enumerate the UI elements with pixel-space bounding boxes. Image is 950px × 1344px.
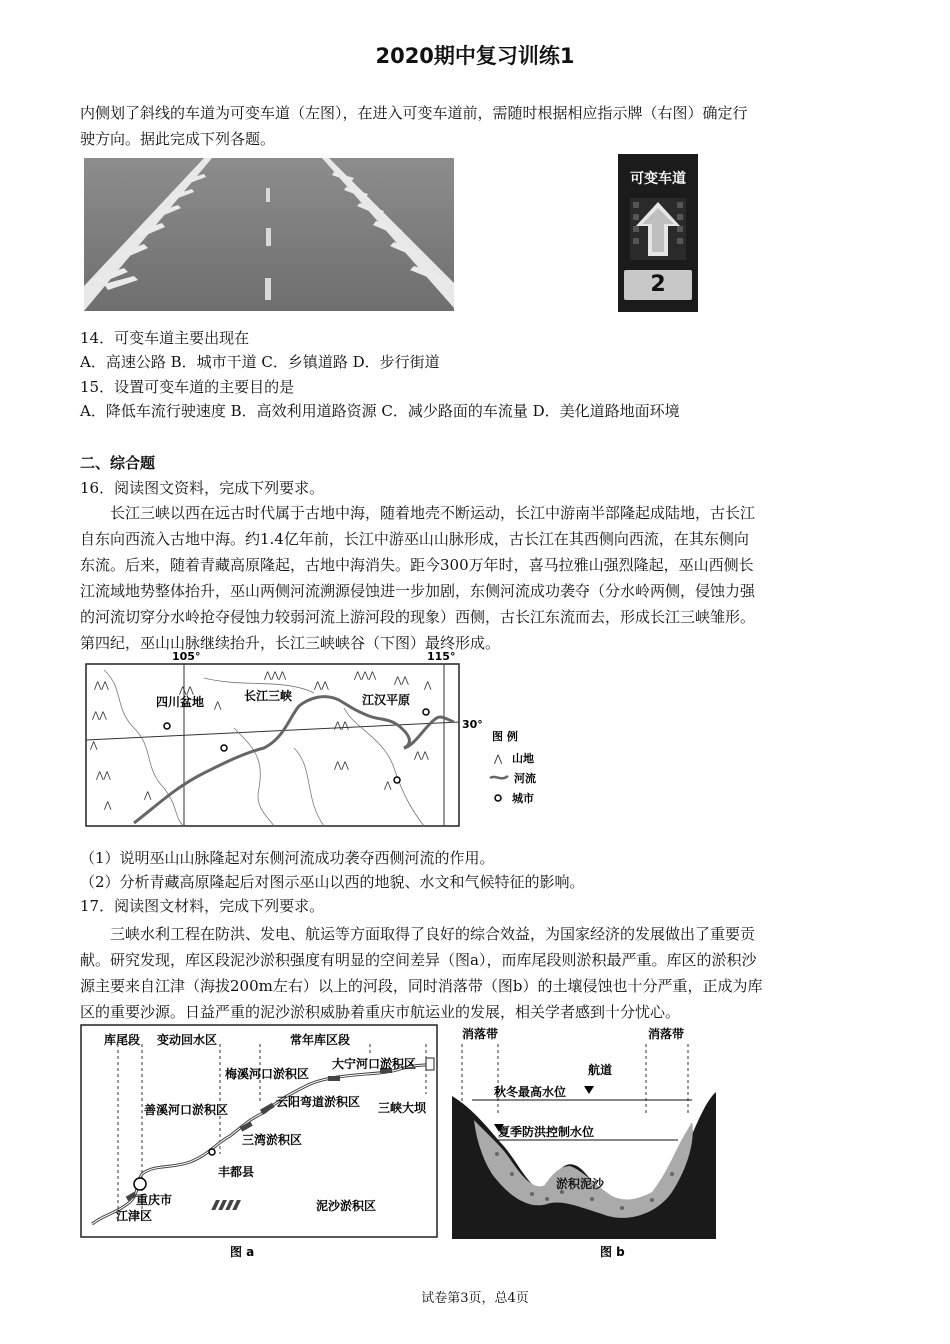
q14-stem: 14．可变车道主要出现在 — [80, 329, 250, 347]
q17-line-2: 献。研究发现，库区段泥沙淤积强度有明显的空间差异（图a），而库尾段则淤积最严重。库区的淤积沙 — [80, 951, 757, 969]
svg-text:⋀: ⋀ — [104, 801, 112, 811]
jianghan-label: 江汉平原 — [362, 693, 411, 707]
zone-normal: 常年库区段 — [290, 1033, 351, 1047]
question-15 — [80, 375, 900, 423]
q16-sub-1: （1）说明巫山山脉隆起对东侧河流成功袭夺西侧河流的作用。 — [80, 849, 495, 867]
q16-passage — [80, 500, 900, 656]
area-yunyang: 云阳弯道淤积区 — [276, 1095, 361, 1109]
svg-text:⋀: ⋀ — [494, 754, 503, 765]
q15-options: A．降低车流行驶速度 B．高效利用道路资源 C．减少路面的车流量 D．美化道路地面环境 — [80, 402, 680, 420]
sichuan-label: 四川盆地 — [156, 695, 205, 709]
three-gorges-map — [84, 648, 544, 830]
legend-title: 图 例 — [492, 730, 518, 743]
page-footer: 试卷第3页，总4页 — [421, 1291, 529, 1306]
q15-stem: 15．设置可变车道的主要目的是 — [80, 378, 295, 396]
svg-text:⋀: ⋀ — [144, 791, 152, 801]
legend-river: 河流 — [514, 772, 536, 785]
svg-text:⋀⋀: ⋀⋀ — [96, 771, 111, 781]
intro-line-2: 驶方向。据此完成下列各题。 — [80, 130, 276, 148]
figA-legend: 泥沙淤积区 — [316, 1199, 377, 1213]
svg-text:⋀: ⋀ — [90, 741, 98, 751]
sign-title: 可变车道 — [630, 171, 686, 187]
intro-line-1: 内侧划了斜线的车道为可变车道（左图），在进入可变车道前，需随时根据相应指示牌（右图）确定行 — [80, 104, 748, 122]
zone-change: 变动回水区 — [157, 1033, 218, 1047]
area-daning: 大宁河口淤积区 — [332, 1057, 417, 1071]
q17-line-3: 源主要来自江津（海拔200m左右）以上的河段，同时消落带（图b）的土壤侵蚀也十分严重，正成为库 — [80, 977, 763, 995]
figure-b — [452, 1024, 718, 1264]
svg-text:⋀⋀: ⋀⋀ — [92, 711, 107, 721]
svg-text:⋀: ⋀ — [424, 681, 432, 691]
q16-line-6: 第四纪，巫山山脉继续抬升，长江三峡峡谷（下图）最终形成。 — [80, 634, 501, 652]
channel-label: 航道 — [588, 1063, 613, 1077]
svg-text:⋀⋀⋀: ⋀⋀⋀ — [354, 671, 377, 681]
area-sanzhou: 三湾淤积区 — [242, 1133, 303, 1147]
q16-subquestions — [80, 846, 900, 918]
svg-text:⋀⋀: ⋀⋀ — [334, 721, 349, 731]
svg-text:⋀⋀⋀: ⋀⋀⋀ — [264, 671, 287, 681]
q17-line-1: 三峡水利工程在防洪、发电、航运等方面取得了良好的综合效益，为国家经济的发展做出了重要贡 — [110, 925, 756, 943]
svg-text:⋀: ⋀ — [384, 781, 392, 791]
lon-right-label: 115° — [427, 650, 456, 663]
area-meixi: 梅溪河口淤积区 — [225, 1067, 310, 1081]
intro-text — [80, 100, 880, 152]
lat-label: 30° — [462, 718, 483, 731]
q16-line-2: 自东向西流入古地中海。约1.4亿年前，长江中游巫山山脉形成，古长江在其西侧向西流，在其东侧向 — [80, 530, 749, 548]
svg-text:⋀: ⋀ — [214, 701, 222, 711]
lon-left-label: 105° — [172, 650, 201, 663]
svg-text:⋀⋀: ⋀⋀ — [94, 681, 109, 691]
sanxia-label: 长江三峡 — [244, 689, 293, 703]
q16-sub-2: （2）分析青藏高原隆起后对图示巫山以西的地貌、水文和气候特征的影响。 — [80, 873, 585, 891]
arrow-up-icon — [630, 198, 686, 260]
q14-options: A．高速公路 B．城市干道 C．乡镇道路 D．步行街道 — [80, 353, 440, 371]
section-heading: 二、综合题 — [80, 454, 156, 472]
figB-caption: 图 b — [600, 1245, 625, 1259]
variable-lane-sign — [618, 154, 698, 312]
right-band-label: 消落带 — [648, 1027, 685, 1041]
place-fengdu: 丰都县 — [218, 1165, 255, 1179]
q17-passage — [80, 921, 900, 1025]
legend-city: 城市 — [512, 792, 534, 805]
sign-number: 2 — [624, 270, 692, 300]
svg-text:⋀⋀: ⋀⋀ — [179, 686, 194, 696]
place-dam: 三峡大坝 — [378, 1101, 427, 1115]
page-title: 2020期中复习训练1 — [375, 44, 575, 68]
place-chongqing: 重庆市 — [136, 1193, 173, 1207]
q16-stem: 16．阅读图文资料，完成下列要求。 — [80, 479, 325, 497]
q16-line-1: 长江三峡以西在远古时代属于古地中海，随着地壳不断运动，长江中游南半部隆起成陆地，古长江 — [110, 504, 756, 522]
high-water-label: 秋冬最高水位 — [494, 1085, 567, 1099]
q16-line-4: 江流域地势整体抬升，巫山两侧河流溯源侵蚀进一步加剧，东侧河流成功袭夺（分水岭两侧，侵蚀力强 — [80, 582, 756, 600]
area-xixi: 善溪河口淤积区 — [144, 1103, 229, 1117]
svg-text:⋀⋀: ⋀⋀ — [334, 761, 349, 771]
svg-text:⋀⋀: ⋀⋀ — [414, 751, 429, 761]
flood-level-label: 夏季防洪控制水位 — [498, 1125, 595, 1139]
q16-line-5: 的河流切穿分水岭抢夺侵蚀力较弱河流上游河段的现象）西侧，古长江东流而去，形成长江三峡雏形。 — [80, 608, 756, 626]
road-photo — [84, 158, 454, 311]
zone-tail: 库尾段 — [104, 1033, 141, 1047]
q16-line-3: 东流。后来，随着青藏高原隆起，古地中海消失。距今300万年时，喜马拉雅山强烈隆起，巫山西侧长 — [80, 556, 754, 574]
figure-a — [80, 1024, 440, 1264]
q17-stem: 17．阅读图文材料，完成下列要求。 — [80, 897, 325, 915]
svg-text:⋀⋀: ⋀⋀ — [394, 676, 409, 686]
question-14 — [80, 326, 900, 374]
figA-caption: 图 a — [230, 1245, 255, 1259]
legend-mountain: 山地 — [512, 752, 534, 765]
sediment-label: 淤积泥沙 — [556, 1177, 605, 1191]
place-jiangjin: 江津区 — [116, 1209, 153, 1223]
q17-line-4: 区的重要沙源。日益严重的泥沙淤积威胁着重庆市航运业的发展，相关学者感到十分忧心。 — [80, 1003, 681, 1021]
svg-text:⋀⋀: ⋀⋀ — [314, 681, 329, 691]
left-band-label: 消落带 — [462, 1027, 499, 1041]
